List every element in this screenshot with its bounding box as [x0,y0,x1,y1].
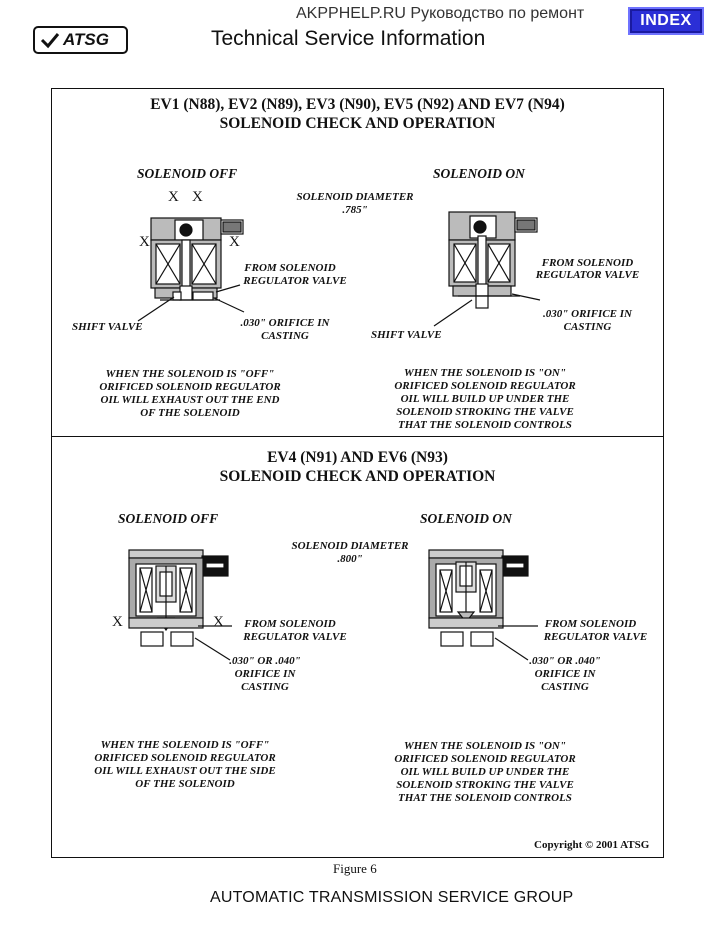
section1-on-orifice-line2: CASTING [563,321,612,333]
section1-off-from-line1: FROM SOLENOID [244,262,336,274]
section1-off-x-mark: X [192,189,203,205]
section1-diameter-line1: SOLENOID DIAMETER [296,191,414,203]
section2-on-from-line2: REGULATOR VALVE [543,631,648,643]
logo-text: ATSG [63,30,109,49]
copyright-notice: Copyright © 2001 ATSG [534,839,650,851]
section1-on-desc-line: SOLENOID STROKING THE VALVE [396,406,574,418]
section1-on-label: SOLENOID ON [433,166,525,181]
section2-on-desc-line: SOLENOID STROKING THE VALVE [396,779,574,791]
page-title: Technical Service Information [211,27,486,50]
section1-title-line2: SOLENOID CHECK AND OPERATION [219,115,496,132]
section1-off-x-mark: X [168,189,179,205]
section2-off-from-line1: FROM SOLENOID [244,618,336,630]
figure-caption: Figure 6 [333,861,377,876]
section2-on-orifice-line1: .030" OR .040" [529,655,601,667]
section2-off-orifice-line1: .030" OR .040" [229,655,301,667]
site-watermark-text: AKPPHELP.RU Руководство по ремонт [296,5,585,22]
section2-diameter-line1: SOLENOID DIAMETER [291,540,409,552]
section1-off-orifice-line2: CASTING [261,330,309,342]
section2-off-orifice-line3: CASTING [241,681,289,693]
section1-on-desc-line: ORIFICED SOLENOID REGULATOR [394,380,576,392]
section1-off-label: SOLENOID OFF [137,166,238,181]
section2-diameter-line2: .800" [337,553,363,565]
section1-off-shift-valve: SHIFT VALVE [72,321,143,333]
section1-on-from-line1: FROM SOLENOID [541,257,634,269]
section1-on-shift-valve: SHIFT VALVE [371,329,442,341]
section1-on-desc-line: THAT THE SOLENOID CONTROLS [398,419,572,431]
section2-on-desc-line: THAT THE SOLENOID CONTROLS [398,792,572,804]
section2-on-orifice-line3: CASTING [541,681,589,693]
section2-off-from-line2: REGULATOR VALVE [243,631,347,643]
section1-off-desc-line: ORIFICED SOLENOID REGULATOR [99,381,281,393]
section2-on-desc-line: OIL WILL BUILD UP UNDER THE [400,766,570,778]
section1-on-orifice-line1: .030" ORIFICE IN [543,308,632,320]
section2-on-label: SOLENOID ON [420,511,512,526]
section1-on-from-line2: REGULATOR VALVE [535,269,640,281]
section2-off-desc-line: OF THE SOLENOID [135,778,235,790]
section1-off-orifice-line1: .030" ORIFICE IN [240,317,330,329]
section1-off-x-mark: X [139,234,150,250]
section2-off-desc-line: OIL WILL EXHAUST OUT THE SIDE [94,765,276,777]
section1-off-x-mark: X [229,234,240,250]
section1-off-desc-line: OIL WILL EXHAUST OUT THE END [100,394,280,406]
section2-on-desc-line: WHEN THE SOLENOID IS "ON" [404,740,566,752]
section1-on-desc-line: OIL WILL BUILD UP UNDER THE [400,393,570,405]
section2-off-orifice-line2: ORIFICE IN [234,668,296,680]
section2-on-desc-line: ORIFICED SOLENOID REGULATOR [394,753,576,765]
section2-off-x-mark: X [112,614,123,630]
section2-off-x-mark: X [213,614,224,630]
section2-off-label: SOLENOID OFF [118,511,219,526]
section1-off-from-line2: REGULATOR VALVE [243,275,347,287]
section2-on-from-line1: FROM SOLENOID [544,618,637,630]
footer-text: AUTOMATIC TRANSMISSION SERVICE GROUP [210,889,574,906]
section1-diameter-line2: .785" [342,204,368,216]
section2-title-line1: EV4 (N91) AND EV6 (N93) [267,449,448,466]
section2-title-line2: SOLENOID CHECK AND OPERATION [219,468,496,485]
section1-on-desc-line: WHEN THE SOLENOID IS "ON" [404,367,566,379]
section1-off-desc-line: OF THE SOLENOID [140,407,240,419]
section1-title-line1: EV1 (N88), EV2 (N89), EV3 (N90), EV5 (N92) AND EV7 (N94) [150,96,565,113]
section1-off-desc-line: WHEN THE SOLENOID IS "OFF" [105,368,275,380]
section2-on-orifice-line2: ORIFICE IN [534,668,596,680]
section2-off-desc-line: ORIFICED SOLENOID REGULATOR [94,752,276,764]
index-button[interactable]: INDEX [628,7,704,35]
section2-off-desc-line: WHEN THE SOLENOID IS "OFF" [100,739,270,751]
